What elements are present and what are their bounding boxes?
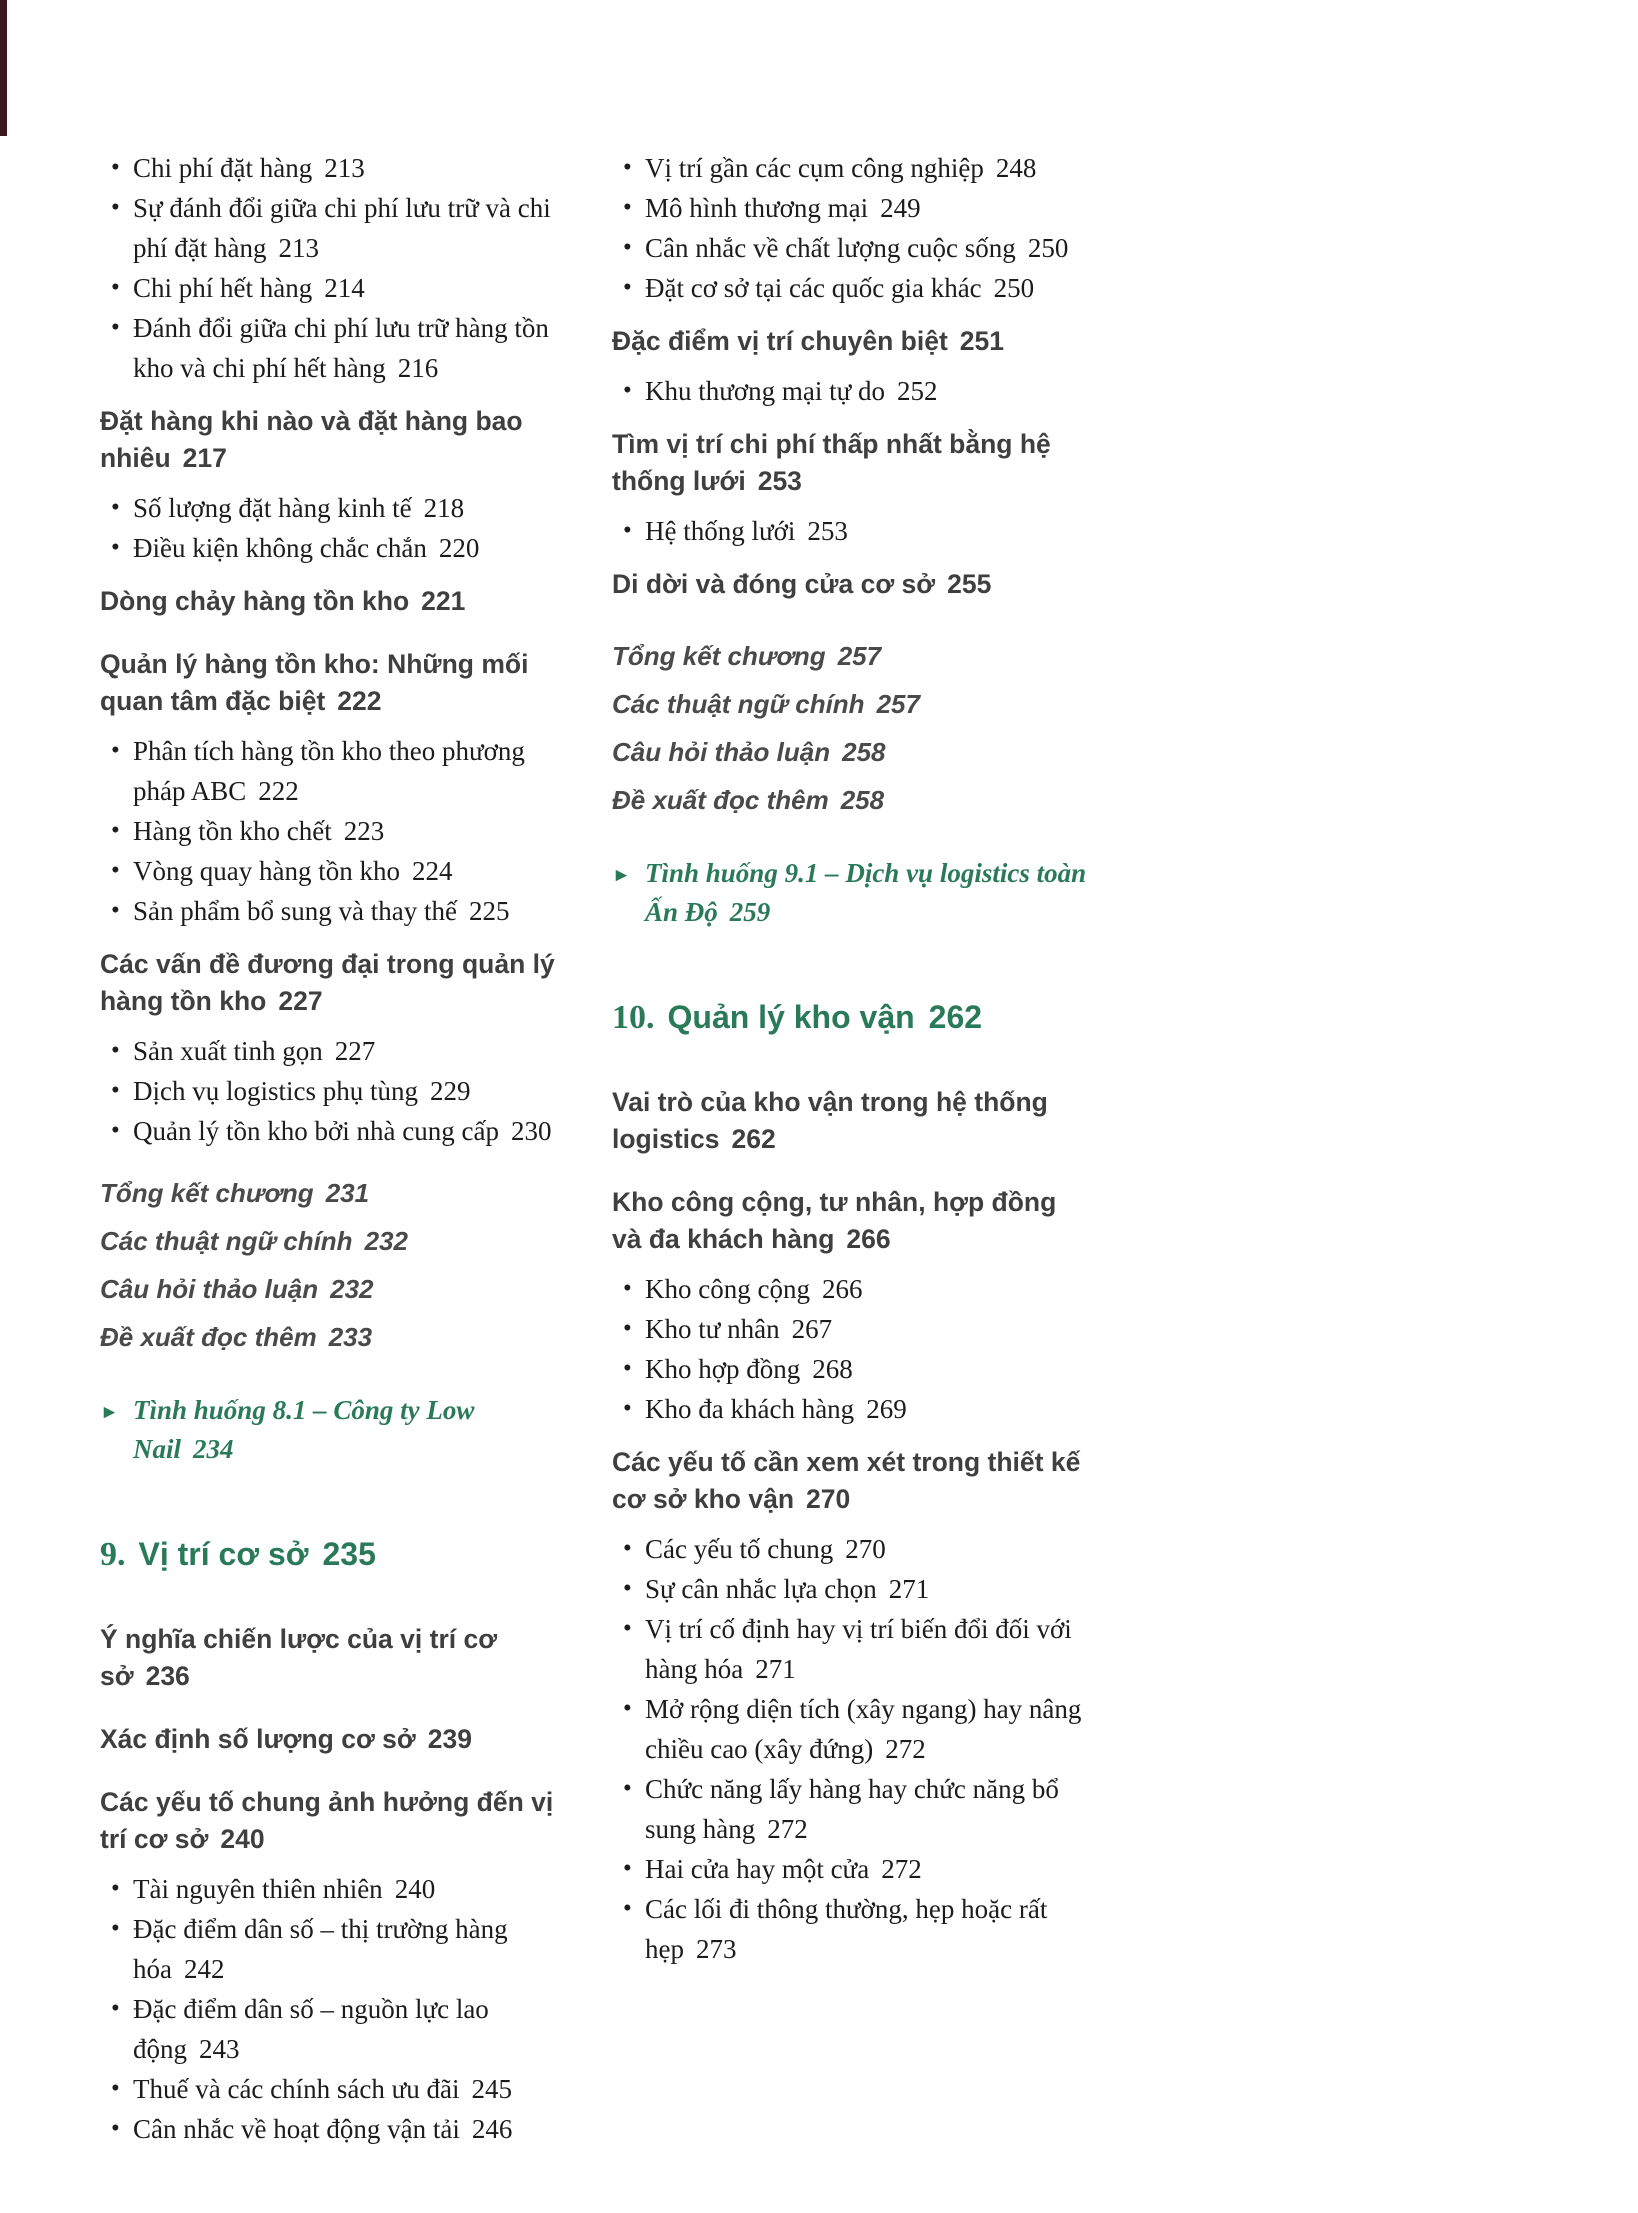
page-edge-mark — [0, 0, 7, 136]
entry-page-number: 225 — [468, 896, 510, 926]
bullet-icon: • — [111, 737, 120, 764]
entry-page-number: 266 — [846, 1224, 891, 1254]
toc-bullet-entry — [612, 268, 1090, 308]
toc-bullet-entry — [100, 488, 578, 528]
toc-section-entry — [612, 1444, 1090, 1518]
bullet-icon: • — [111, 534, 120, 561]
toc-bullet-entry — [100, 1111, 578, 1151]
entry-text: Số lượng đặt hàng kinh tế — [133, 493, 412, 523]
bullet-icon: • — [111, 314, 120, 341]
chapter-title: Vị trí cơ sở — [138, 1536, 309, 1572]
entry-text: Chi phí hết hàng — [133, 273, 313, 303]
toc-bullet-entry — [612, 188, 1090, 228]
entry-text: Đặt cơ sở tại các quốc gia khác — [645, 273, 982, 303]
entry-page-number: 246 — [471, 2114, 513, 2144]
entry-text: Đánh đổi giữa chi phí lưu trữ hàng tồn kho và chi phí hết hàng — [133, 313, 549, 383]
entry-text: Mô hình thương mại — [645, 193, 869, 223]
toc-section-entry — [612, 1084, 1090, 1158]
entry-text: Hàng tồn kho chết — [133, 816, 332, 846]
entry-page-number: 271 — [755, 1654, 796, 1684]
entry-page-number: 272 — [881, 1854, 922, 1884]
toc-bullet-entry — [612, 511, 1090, 551]
entry-page-number: 262 — [731, 1124, 776, 1154]
entry-page-number: 269 — [866, 1394, 907, 1424]
entry-page-number: 239 — [427, 1724, 472, 1754]
entry-text: Di dời và đóng cửa cơ sở — [612, 569, 936, 599]
toc-bullet-entry — [100, 1989, 578, 2069]
toc-bullet-entry — [100, 851, 578, 891]
entry-page-number: 213 — [324, 153, 365, 183]
bullet-icon: • — [111, 1117, 120, 1144]
entry-text: Xác định số lượng cơ sở — [100, 1724, 416, 1754]
entry-text: Tổng kết chương — [612, 641, 826, 671]
entry-text: Câu hỏi thảo luận — [612, 737, 831, 767]
entry-text: Vị trí cố định hay vị trí biến đổi đối với hàng hóa — [645, 1614, 1072, 1684]
entry-text: Các thuật ngữ chính — [612, 689, 865, 719]
bullet-icon: • — [623, 1895, 632, 1922]
toc-bullet-entry — [100, 811, 578, 851]
toc-bullet-entry — [612, 1529, 1090, 1569]
entry-page-number: 250 — [1027, 233, 1069, 263]
entry-text: Vị trí gần các cụm công nghiệp — [645, 153, 984, 183]
entry-text: Các thuật ngữ chính — [100, 1226, 353, 1256]
bullet-icon: • — [623, 1775, 632, 1802]
toc-section-entry — [100, 1784, 578, 1858]
entry-text: Tình huống 8.1 – Công ty Low Nail — [133, 1395, 475, 1464]
bullet-icon: • — [623, 377, 632, 404]
entry-page-number: 258 — [840, 785, 885, 815]
entry-page-number: 224 — [411, 856, 453, 886]
toc-bullet-entry — [100, 891, 578, 931]
toc-backmatter-entry — [612, 734, 1090, 770]
entry-text: Các lối đi thông thường, hẹp hoặc rất hẹp — [645, 1894, 1048, 1964]
toc-column-left — [100, 148, 578, 2149]
entry-page-number: 214 — [324, 273, 365, 303]
bullet-icon: • — [623, 1275, 632, 1302]
entry-text: Đặc điểm dân số – thị trường hàng hóa — [133, 1914, 508, 1984]
toc-backmatter-entry — [612, 686, 1090, 722]
entry-text: Đề xuất đọc thêm — [612, 785, 829, 815]
bullet-icon: • — [623, 1535, 632, 1562]
bullet-icon: • — [111, 1995, 120, 2022]
entry-text: Quản lý hàng tồn kho: Những mối quan tâm đặc biệt — [100, 649, 529, 716]
toc-bullet-entry — [100, 2109, 578, 2149]
entry-text: Dòng chảy hàng tồn kho — [100, 586, 410, 616]
toc-bullet-entry — [100, 1869, 578, 1909]
entry-text: Chi phí đặt hàng — [133, 153, 313, 183]
entry-page-number: 248 — [995, 153, 1037, 183]
toc-section-entry — [612, 323, 1090, 360]
entry-page-number: 233 — [328, 1322, 373, 1352]
entry-text: Các yếu tố chung ảnh hưởng đến vị trí cơ sở — [100, 1787, 554, 1854]
entry-text: Vai trò của kho vận trong hệ thống logistics — [612, 1087, 1048, 1154]
entry-text: Chức năng lấy hàng hay chức năng bổ sung hàng — [645, 1774, 1059, 1844]
entry-page-number: 267 — [791, 1314, 833, 1344]
toc-section-entry — [100, 946, 578, 1020]
entry-text: Mở rộng diện tích (xây ngang) hay nâng chiều cao (xây đứng) — [645, 1694, 1082, 1764]
bullet-icon: • — [623, 1395, 632, 1422]
entry-text: Sự cân nhắc lựa chọn — [645, 1574, 877, 1604]
entry-text: Cân nhắc về hoạt động vận tải — [133, 2114, 460, 2144]
entry-page-number: 232 — [364, 1226, 408, 1256]
toc-section-entry — [100, 1621, 578, 1695]
entry-text: Phân tích hàng tồn kho theo phương pháp ABC — [133, 736, 525, 806]
toc-bullet-entry — [100, 1031, 578, 1071]
entry-page-number: 230 — [510, 1116, 552, 1146]
entry-text: Hệ thống lưới — [645, 516, 796, 546]
entry-text: Câu hỏi thảo luận — [100, 1274, 319, 1304]
entry-page-number: 259 — [729, 897, 771, 927]
entry-page-number: 240 — [394, 1874, 436, 1904]
entry-page-number: 242 — [183, 1954, 225, 1984]
entry-text: Dịch vụ logistics phụ tùng — [133, 1076, 418, 1106]
entry-text: Sự đánh đổi giữa chi phí lưu trữ và chi phí đặt hàng — [133, 193, 551, 263]
entry-page-number: 249 — [880, 193, 921, 223]
toc-bullet-entry — [100, 731, 578, 811]
entry-text: Thuế và các chính sách ưu đãi — [133, 2074, 460, 2104]
bullet-icon: • — [111, 897, 120, 924]
entry-text: Sản phẩm bổ sung và thay thế — [133, 896, 457, 926]
entry-page-number: 270 — [806, 1484, 851, 1514]
toc-bullet-entry — [612, 1769, 1090, 1849]
entry-page-number: 213 — [278, 233, 319, 263]
bullet-icon: • — [111, 1077, 120, 1104]
bullet-icon: • — [623, 194, 632, 221]
toc-section-entry — [612, 566, 1090, 603]
toc-section-entry — [612, 1184, 1090, 1258]
entry-page-number: 255 — [947, 569, 992, 599]
toc-bullet-entry — [612, 1609, 1090, 1689]
entry-text: Khu thương mại tự do — [645, 376, 886, 406]
toc-section-entry — [100, 1721, 578, 1758]
entry-page-number: 240 — [220, 1824, 265, 1854]
bullet-icon: • — [623, 1575, 632, 1602]
entry-text: Đặc điểm dân số – nguồn lực lao động — [133, 1994, 489, 2064]
entry-text: Kho công cộng, tư nhân, hợp đồng và đa khách hàng — [612, 1187, 1057, 1254]
toc-bullet-entry — [612, 1309, 1090, 1349]
toc-bullet-entry — [100, 268, 578, 308]
entry-page-number: 222 — [258, 776, 299, 806]
bullet-icon: • — [623, 1355, 632, 1382]
toc-case-study-entry — [612, 854, 1090, 932]
toc-backmatter-entry — [100, 1175, 578, 1211]
bullet-icon: • — [623, 1695, 632, 1722]
chapter-heading — [612, 994, 1090, 1047]
entry-text: Các yếu tố cần xem xét trong thiết kế cơ sở kho vận — [612, 1447, 1081, 1514]
entry-text: Kho tư nhân — [645, 1314, 780, 1344]
entry-page-number: 218 — [423, 493, 465, 523]
entry-text: Đề xuất đọc thêm — [100, 1322, 317, 1352]
toc-backmatter-entry — [100, 1319, 578, 1355]
toc-section-entry — [100, 403, 578, 477]
entry-page-number: 250 — [993, 273, 1035, 303]
bullet-icon: • — [623, 1615, 632, 1642]
toc-bullet-entry — [100, 2069, 578, 2109]
entry-text: Kho hợp đồng — [645, 1354, 801, 1384]
entry-page-number: 266 — [821, 1274, 863, 1304]
entry-text: Vòng quay hàng tồn kho — [133, 856, 400, 886]
entry-page-number: 271 — [888, 1574, 930, 1604]
toc-bullet-entry — [612, 1889, 1090, 1969]
bullet-icon: • — [111, 494, 120, 521]
entry-text: Tình huống 9.1 – Dịch vụ logistics toàn Ấn Độ — [645, 858, 1087, 927]
bullet-icon: • — [623, 1315, 632, 1342]
bullet-icon: • — [111, 857, 120, 884]
entry-page-number: 273 — [695, 1934, 737, 1964]
bullet-icon: • — [111, 274, 120, 301]
entry-page-number: 272 — [767, 1814, 808, 1844]
entry-page-number: 268 — [812, 1354, 853, 1384]
toc-case-study-entry — [100, 1391, 578, 1469]
bullet-icon: • — [111, 2075, 120, 2102]
bullet-icon: • — [623, 154, 632, 181]
entry-page-number: 253 — [807, 516, 848, 546]
entry-page-number: 270 — [845, 1534, 886, 1564]
entry-text: Ý nghĩa chiến lược của vị trí cơ sở — [100, 1624, 498, 1691]
toc-bullet-entry — [100, 528, 578, 568]
entry-text: Kho đa khách hàng — [645, 1394, 855, 1424]
bullet-icon: • — [111, 817, 120, 844]
entry-page-number: 252 — [897, 376, 938, 406]
entry-text: Quản lý tồn kho bởi nhà cung cấp — [133, 1116, 499, 1146]
toc-bullet-entry — [612, 1849, 1090, 1889]
entry-text: Đặt hàng khi nào và đặt hàng bao nhiêu — [100, 406, 523, 473]
entry-text: Điều kiện không chắc chắn — [133, 533, 427, 563]
toc-backmatter-entry — [612, 638, 1090, 674]
entry-page-number: 227 — [334, 1036, 376, 1066]
toc-bullet-entry — [612, 1269, 1090, 1309]
entry-page-number: 216 — [397, 353, 439, 383]
entry-page-number: 234 — [193, 1434, 234, 1464]
bullet-icon: • — [111, 2115, 120, 2142]
entry-text: Tổng kết chương — [100, 1178, 314, 1208]
entry-text: Các vấn đề đương đại trong quản lý hàng tồn kho — [100, 949, 555, 1016]
toc-backmatter-entry — [100, 1223, 578, 1259]
toc-columns — [100, 148, 1090, 2149]
toc-bullet-entry — [100, 148, 578, 188]
entry-page-number: 231 — [325, 1178, 370, 1208]
entry-page-number: 251 — [959, 326, 1004, 356]
entry-text: Đặc điểm vị trí chuyên biệt — [612, 326, 948, 356]
entry-text: Tìm vị trí chi phí thấp nhất bằng hệ thống lưới — [612, 429, 1051, 496]
chapter-heading — [100, 1531, 578, 1584]
bullet-icon: • — [111, 1037, 120, 1064]
bullet-icon: • — [623, 517, 632, 544]
bullet-icon: • — [111, 194, 120, 221]
bullet-icon: • — [623, 234, 632, 261]
entry-page-number: 221 — [421, 586, 466, 616]
entry-page-number: 232 — [330, 1274, 374, 1304]
entry-text: Các yếu tố chung — [645, 1534, 834, 1564]
toc-section-entry — [100, 646, 578, 720]
bullet-icon: • — [111, 1875, 120, 1902]
chapter-page-number: 235 — [322, 1536, 376, 1572]
bullet-icon: • — [111, 1915, 120, 1942]
toc-bullet-entry — [100, 188, 578, 268]
entry-page-number: 236 — [145, 1661, 190, 1691]
case-arrow-icon: ► — [100, 1402, 119, 1423]
entry-page-number: 222 — [337, 686, 382, 716]
entry-text: Kho công cộng — [645, 1274, 810, 1304]
bullet-icon: • — [111, 154, 120, 181]
entry-page-number: 272 — [885, 1734, 926, 1764]
toc-bullet-entry — [612, 371, 1090, 411]
entry-text: Tài nguyên thiên nhiên — [133, 1874, 383, 1904]
entry-page-number: 245 — [471, 2074, 512, 2104]
toc-bullet-entry — [612, 1689, 1090, 1769]
entry-text: Hai cửa hay một cửa — [645, 1854, 870, 1884]
toc-backmatter-entry — [100, 1271, 578, 1307]
entry-page-number: 257 — [837, 641, 882, 671]
entry-page-number: 258 — [842, 737, 886, 767]
toc-bullet-entry — [100, 1071, 578, 1111]
toc-bullet-entry — [100, 1909, 578, 1989]
toc-bullet-entry — [612, 1569, 1090, 1609]
chapter-number: 10. — [612, 999, 655, 1036]
entry-page-number: 229 — [430, 1076, 471, 1106]
entry-page-number: 243 — [199, 2034, 240, 2064]
entry-page-number: 223 — [343, 816, 385, 846]
toc-backmatter-entry — [612, 782, 1090, 818]
chapter-page-number: 262 — [928, 999, 983, 1035]
entry-text: Sản xuất tinh gọn — [133, 1036, 323, 1066]
case-arrow-icon: ► — [612, 865, 631, 886]
toc-bullet-entry — [612, 228, 1090, 268]
toc-bullet-entry — [612, 1389, 1090, 1429]
chapter-number: 9. — [100, 1536, 126, 1573]
toc-bullet-entry — [612, 1349, 1090, 1389]
entry-text: Cân nhắc về chất lượng cuộc sống — [645, 233, 1016, 263]
entry-page-number: 227 — [278, 986, 323, 1016]
entry-page-number: 220 — [438, 533, 480, 563]
entry-page-number: 253 — [757, 466, 802, 496]
chapter-title: Quản lý kho vận — [667, 999, 915, 1035]
bullet-icon: • — [623, 274, 632, 301]
toc-section-entry — [100, 583, 578, 620]
toc-section-entry — [612, 426, 1090, 500]
entry-page-number: 217 — [182, 443, 227, 473]
entry-page-number: 257 — [876, 689, 920, 719]
toc-bullet-entry — [100, 308, 578, 388]
toc-column-right — [612, 148, 1090, 1969]
toc-bullet-entry — [612, 148, 1090, 188]
bullet-icon: • — [623, 1855, 632, 1882]
